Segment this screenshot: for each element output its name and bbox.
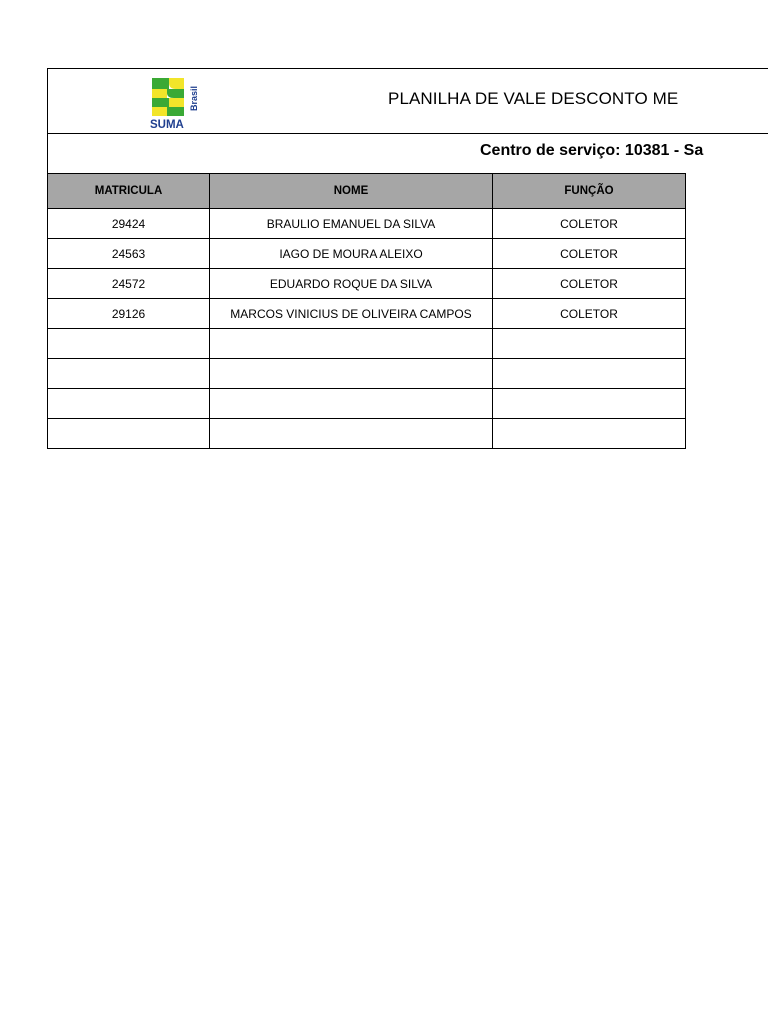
cell-funcao [493, 359, 686, 389]
table-row [48, 269, 686, 299]
cell-nome [210, 359, 493, 389]
cell-matricula [48, 359, 210, 389]
cell-funcao: COLETOR [493, 209, 686, 239]
table-header-row [48, 174, 686, 209]
table-row [48, 209, 686, 239]
column-header-nome: NOME [210, 174, 493, 209]
cell-nome [210, 419, 493, 449]
cell-matricula: 24572 [48, 269, 210, 299]
cell-nome: BRAULIO EMANUEL DA SILVA [210, 209, 493, 239]
table-row-empty [48, 329, 686, 359]
cell-nome [210, 389, 493, 419]
cell-matricula: 29424 [48, 209, 210, 239]
cell-funcao: COLETOR [493, 239, 686, 269]
cell-funcao: COLETOR [493, 269, 686, 299]
table-row-empty [48, 419, 686, 449]
cell-funcao [493, 329, 686, 359]
table-row-empty [48, 359, 686, 389]
cell-funcao [493, 389, 686, 419]
title-row [47, 68, 768, 134]
logo-text: SUMA [150, 119, 184, 129]
table-row [48, 299, 686, 329]
service-center-label: Centro de serviço: 10381 - Sa [480, 142, 704, 159]
logo-vertical-text: Brasil [189, 85, 199, 111]
cell-funcao: COLETOR [493, 299, 686, 329]
spreadsheet-page [47, 68, 768, 450]
cell-nome: IAGO DE MOURA ALEIXO [210, 239, 493, 269]
cell-matricula [48, 419, 210, 449]
column-header-funcao: FUNÇÃO [493, 174, 686, 209]
cell-matricula: 24563 [48, 239, 210, 269]
cell-nome: MARCOS VINICIUS DE OLIVEIRA CAMPOS [210, 299, 493, 329]
table-row-empty [48, 389, 686, 419]
cell-matricula [48, 329, 210, 359]
employee-table [47, 173, 686, 449]
cell-funcao [493, 419, 686, 449]
cell-matricula: 29126 [48, 299, 210, 329]
cell-nome: EDUARDO ROQUE DA SILVA [210, 269, 493, 299]
cell-matricula [48, 389, 210, 419]
column-header-matricula: MATRICULA [48, 174, 210, 209]
suma-logo [150, 77, 202, 129]
page-title: PLANILHA DE VALE DESCONTO ME [388, 89, 679, 108]
service-center-row [47, 134, 768, 174]
cell-nome [210, 329, 493, 359]
table-row [48, 239, 686, 269]
